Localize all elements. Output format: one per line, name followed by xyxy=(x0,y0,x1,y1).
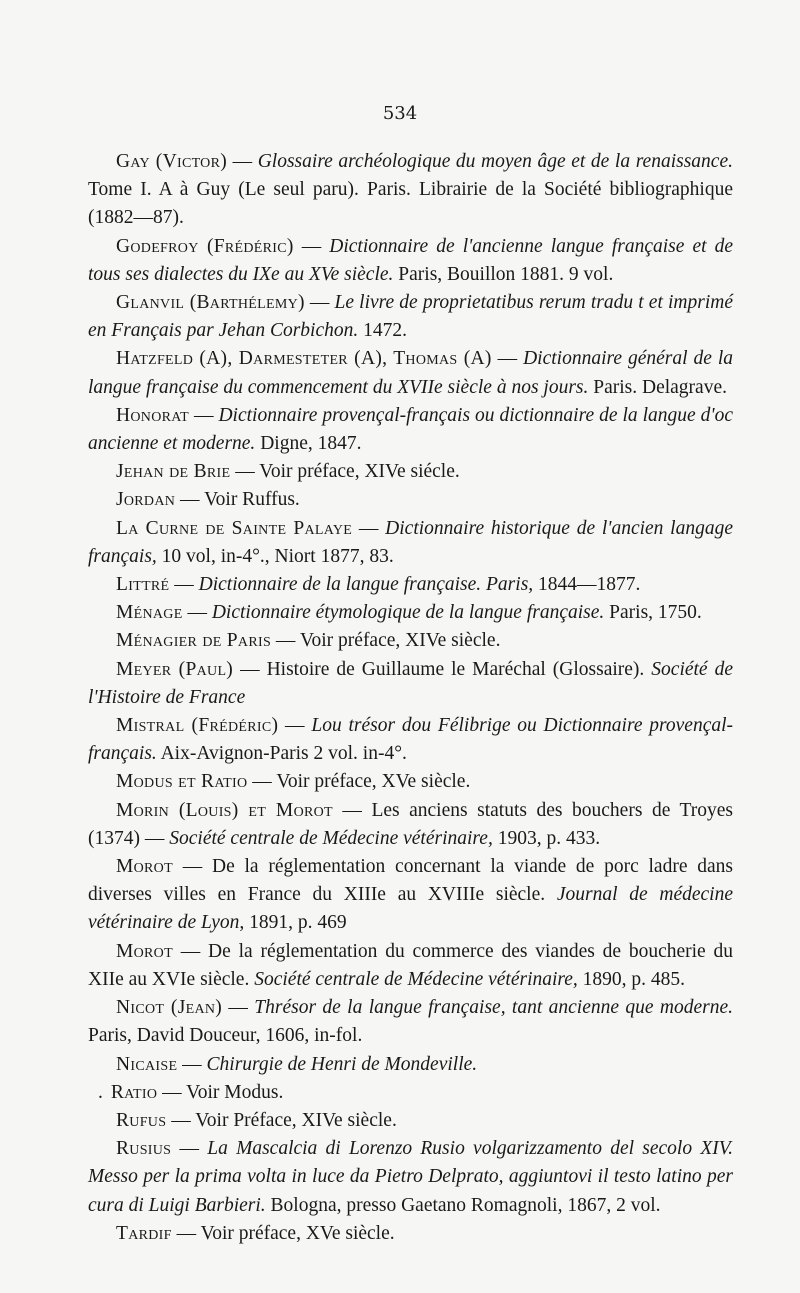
entry-author: Rusius xyxy=(116,1138,172,1160)
entry-author: Mistral (Frédéric) xyxy=(116,715,279,737)
entry-details: 10 vol, in-4°., Niort 1877, 83. xyxy=(156,545,394,567)
page-number: 534 xyxy=(382,103,418,124)
entry-author: Gay (Victor) xyxy=(116,151,228,172)
entry-separator: — xyxy=(233,658,267,680)
entry-title: Chirurgie de Henri de Mondeville. xyxy=(206,1053,478,1075)
entry-separator: — xyxy=(332,799,372,821)
entry-title: Lou trésor dou Félibrige ou Dictionnaire provençal-français. xyxy=(88,715,734,765)
bibliography-entry xyxy=(88,797,733,853)
entry-source-title: Société de l'Histoire de France xyxy=(88,658,733,708)
entry-author: Morot xyxy=(116,940,173,962)
bibliography-entry xyxy=(88,1079,733,1107)
entry-separator: — xyxy=(271,630,300,652)
entry-separator: — xyxy=(491,348,524,370)
bibliography-entry xyxy=(88,994,733,1050)
entry-author: Modus et Ratio xyxy=(116,771,248,793)
entry-details: De la réglementation du commerce des viandes de boucherie du XIIe au XVIe siècle. xyxy=(88,940,733,990)
bibliography-entry xyxy=(88,233,733,289)
entry-separator: — xyxy=(304,292,335,314)
entry-source-details: 1890, p. 485. xyxy=(577,968,686,990)
bibliography-entry xyxy=(88,1135,733,1220)
entry-title: Dictionnaire provençal-français ou dictionnaire de la langue d'oc ancienne et moderne. xyxy=(88,404,734,455)
entry-separator: — xyxy=(171,1222,201,1244)
entry-author: Meyer (Paul) xyxy=(116,658,234,680)
entry-title: Dictionnaire de la langue française. Paris, xyxy=(198,574,534,596)
entry-title: Dictionnaire de l'ancienne langue française et de tous ses dialectes du IXe au XVe siècle. xyxy=(88,235,734,285)
entry-separator: — xyxy=(227,151,258,172)
entry-author: Honorat xyxy=(116,404,189,426)
entry-separator: — xyxy=(278,715,312,737)
entry-separator: — xyxy=(175,489,205,511)
entry-details: Paris, 1750. xyxy=(604,602,702,624)
bibliography-entry xyxy=(88,515,733,571)
entry-details: 1472. xyxy=(358,320,408,342)
entry-separator: — xyxy=(171,1138,208,1160)
bibliography-entry xyxy=(88,486,733,514)
entry-details: Paris, David Douceur, 1606, in-fol. xyxy=(88,1025,363,1047)
entry-separator: — xyxy=(172,940,209,962)
entry-author: Glanvil (Barthélemy) xyxy=(116,292,305,314)
entry-mark: . xyxy=(98,1081,103,1103)
entry-source-title: Journal de médecine vétérinaire de Lyon, xyxy=(88,884,733,934)
entry-source-details: 1903, p. 433. xyxy=(492,827,601,849)
entry-separator: — xyxy=(172,856,212,878)
entry-separator: — xyxy=(157,1081,187,1103)
bibliography-list xyxy=(88,148,733,1248)
bibliography-entry xyxy=(88,1220,733,1248)
bibliography-entry xyxy=(88,627,733,655)
entry-author: Littré xyxy=(116,574,170,596)
entry-separator: — xyxy=(188,404,219,426)
entry-details: Histoire de Guillaume le Maréchal (Glossaire). xyxy=(266,658,645,680)
entry-details: De la réglementation concernant la viande de porc ladre dans diverses villes en France du XIIIe au XVIIIe siècle. xyxy=(88,856,733,906)
entry-source-details: 1891, p. 469 xyxy=(244,912,347,934)
bibliography-entry xyxy=(88,289,733,345)
bibliography-entry xyxy=(88,1051,733,1079)
entry-separator: — xyxy=(293,235,330,257)
bibliography-entry xyxy=(88,712,733,768)
bibliography-entry xyxy=(88,853,733,938)
entry-separator: — xyxy=(230,461,260,483)
entry-source-title: Société centrale de Médecine vétérinaire, xyxy=(249,968,578,990)
entry-details: Voir préface, XIVe siècle. xyxy=(299,630,501,652)
entry-details: Tome I. A à Guy (Le seul paru). Paris. Librairie de la Société bibliographique (1882—87). xyxy=(88,179,733,229)
entry-author: Morin (Louis) et Morot xyxy=(116,799,333,821)
bibliography-entry xyxy=(88,458,733,486)
entry-details: Aix-Avignon-Paris 2 vol. in-4°. xyxy=(156,743,407,765)
entry-details: Voir Ruffus. xyxy=(204,489,300,511)
entry-details: Voir préface, XIVe siécle. xyxy=(259,461,460,483)
entry-author: Jehan de Brie xyxy=(116,461,231,483)
entry-author: Ratio xyxy=(110,1081,158,1103)
bibliography-entry xyxy=(88,938,733,994)
entry-details: Bologna, presso Gaetano Romagnoli, 1867, 2 vol. xyxy=(265,1194,661,1216)
entry-title: Dictionnaire étymologique de la langue française. xyxy=(211,602,605,624)
entry-details: Voir Modus. xyxy=(186,1081,284,1103)
entry-details: Voir préface, XVe siècle. xyxy=(200,1222,395,1244)
entry-author: Nicaise xyxy=(116,1053,178,1075)
entry-details: Paris. Delagrave. xyxy=(588,376,727,398)
bibliography-entry xyxy=(88,345,733,401)
bibliography-entry xyxy=(88,1107,733,1135)
entry-author: Tardif xyxy=(116,1222,172,1244)
bibliography-entry xyxy=(88,148,733,233)
entry-title: Thrésor de la langue française, tant ancienne que moderne. xyxy=(254,997,733,1019)
bibliography-entry xyxy=(88,571,733,599)
entry-separator: — xyxy=(166,1109,196,1131)
entry-separator: — xyxy=(222,997,255,1019)
entry-source-title: Société centrale de Médecine vétérinaire, xyxy=(164,827,493,849)
entry-details: Voir Préface, XIVe siècle. xyxy=(195,1109,397,1131)
bibliography-entry xyxy=(88,768,733,796)
entry-title: Le livre de proprietatibus rerum tradu t et imprimé en Français par Jehan Corbichon. xyxy=(88,292,733,342)
bibliography-entry xyxy=(88,402,733,458)
entry-author: Nicot (Jean) xyxy=(116,997,223,1019)
entry-separator: — xyxy=(247,771,277,793)
entry-author: Rufus xyxy=(116,1109,167,1131)
entry-author: Jordan xyxy=(116,489,176,511)
entry-separator: — xyxy=(177,1053,207,1075)
entry-title: La Mascalcia di Lorenzo Rusio volgarizzamento del secolo XIV. Messo per la prima volta in luce da Pietro Delprato, aggiuntovi il testo latino per cura di Luigi Barbieri. xyxy=(88,1138,734,1216)
entry-separator: — xyxy=(169,574,199,596)
entry-author: Hatzfeld (A), Darmesteter (A), Thomas (A) xyxy=(116,348,492,370)
entry-details: Voir préface, XVe siècle. xyxy=(276,771,471,793)
entry-author: Ménage xyxy=(116,602,183,624)
entry-details: Paris, Bouillon 1881. 9 vol. xyxy=(393,263,614,285)
entry-title: Glossaire archéologique du moyen âge et de la renaissance. xyxy=(257,151,733,172)
entry-author: Ménagier de Paris xyxy=(116,630,272,652)
entry-separator: — xyxy=(352,517,386,539)
entry-author: Morot xyxy=(116,856,173,878)
entry-author: Godefroy (Frédéric) xyxy=(116,235,294,257)
entry-title: Dictionnaire général de la langue française du commencement du XVIIe siècle à nos jours. xyxy=(88,348,733,398)
entry-title: Dictionnaire historique de l'ancien langage français, xyxy=(88,517,733,567)
bibliography-entry xyxy=(88,656,733,712)
entry-author: La Curne de Sainte Palaye xyxy=(116,517,353,539)
entry-details: 1844—1877. xyxy=(533,574,641,596)
entry-separator: — xyxy=(182,602,212,624)
bibliography-entry xyxy=(88,599,733,627)
entry-details: Digne, 1847. xyxy=(255,433,362,455)
entry-details: Les anciens statuts des bouchers de Troyes (1374) — xyxy=(88,799,733,849)
